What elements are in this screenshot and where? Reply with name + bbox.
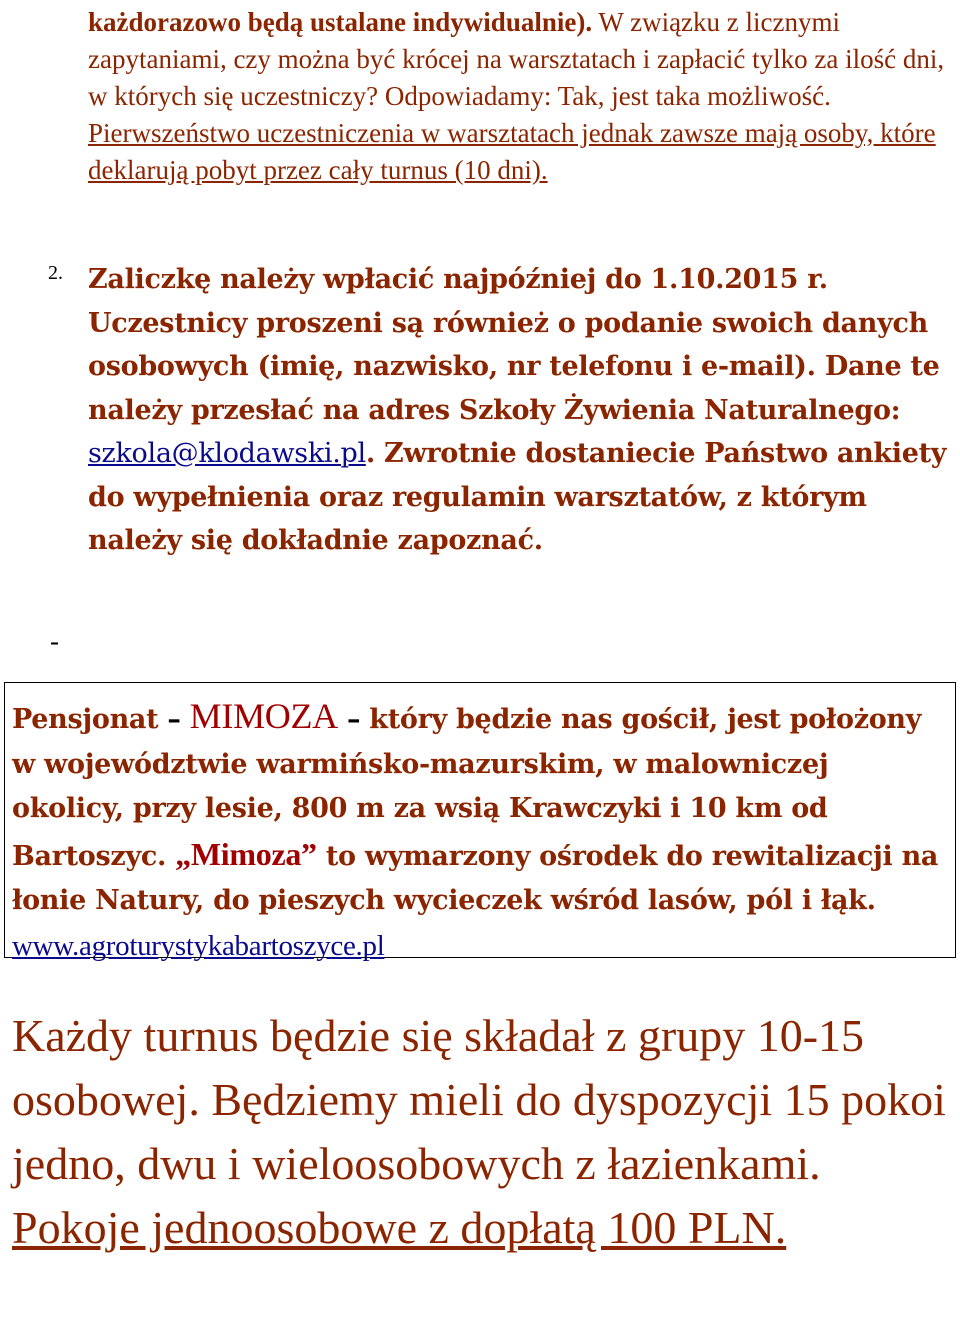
- dash-separator: –: [337, 704, 370, 735]
- list-number: 2.: [48, 262, 63, 284]
- paragraph-warsztaty: [88, 4, 948, 189]
- location-text: który będzie nas gościł, jest położony w województwie warmińsko-mazurskim, w malowniczej okolicy, przy lesie, 800 m za wsią Krawczyki i 10 km od Bartoszyc.: [12, 704, 922, 872]
- paragraph-mimoza: [12, 694, 947, 969]
- deposit-text-tail: . Zwrotnie dostaniecie Państwo ankiety do wypełnienia oraz regulamin warsztatów, z którym należy się dokładnie zapoznać.: [88, 438, 947, 556]
- website-link[interactable]: www.agroturystykabartoszyce.pl: [12, 929, 385, 962]
- single-room-note: Pokoje jednoosobowe z dopłatą 100 PLN.: [12, 1202, 787, 1253]
- email-link[interactable]: szkola@klodawski.pl: [88, 438, 366, 469]
- dash-separator: –: [158, 704, 190, 735]
- dash-bullet: -: [50, 626, 59, 656]
- deposit-text: Zaliczkę należy wpłacić najpóźniej do 1.10.2015 r. Uczestnicy proszeni są również o podanie swoich danych osobowych (imię, nazwisko, nr telefonu i e-mail). Dane te należy przesłać na adres Szkoły Żywienia Naturalnego:: [88, 264, 940, 426]
- pensjonat-label: Pensjonat: [12, 704, 159, 735]
- priority-note: Pierwszeństwo uczestniczenia w warsztatach jednak zawsze mają osoby, które deklarują pobyt przez cały turnus (10 dni).: [88, 118, 936, 185]
- shorter-stay-text: W związku z licznymi zapytaniami, czy można być krócej na warsztatach i zapłacić tylko za ilość dni, w których się uczestniczy? Odpowiadamy: Tak, jest taka możliwość.: [88, 7, 945, 111]
- group-text: Każdy turnus będzie się składał z grupy 10-15 osobowej. Będziemy mieli do dyspozycji 15 pokoi jedno, dwu i wieloosobowych z łazienkami.: [12, 1010, 946, 1189]
- paragraph-turnus: [12, 1004, 952, 1260]
- mimoza-name: MIMOZA: [189, 696, 338, 736]
- individual-note: każdorazowo będą ustalane indywidualnie).: [88, 7, 593, 37]
- description-text: to wymarzony ośrodek do rewitalizacji na łonie Natury, do pieszych wycieczek wśród lasów, pól i łąk.: [12, 840, 939, 916]
- paragraph-zaliczka: [88, 258, 948, 563]
- mimoza-name-quoted: „Mimoza”: [175, 835, 317, 872]
